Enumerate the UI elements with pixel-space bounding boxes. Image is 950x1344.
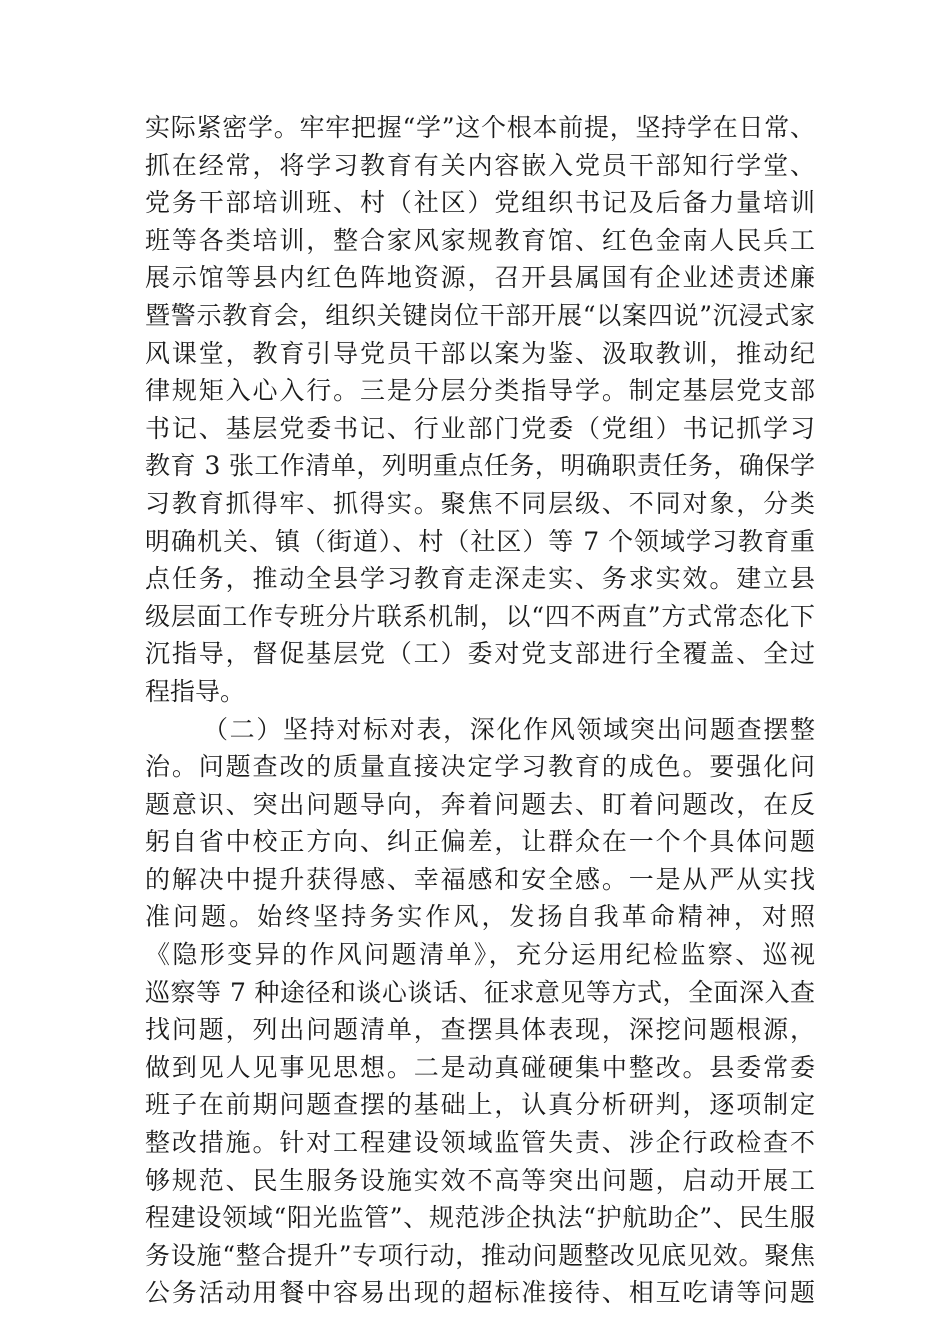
text-line: 展示馆等县内红色阵地资源，召开县属国有企业述责述廉 (145, 263, 815, 293)
text-line: 风课堂，教育引导党员干部以案为鉴、汲取教训，推动纪 (145, 338, 815, 368)
text-line: 做到见人见事见思想。二是动真碰硬集中整改。县委常委 (145, 1052, 815, 1082)
text-line: 律规矩入心入行。三是分层分类指导学。制定基层党支部 (145, 376, 815, 406)
text-line: 暨警示教育会，组织关键岗位干部开展“以案四说”沉浸式家 (145, 300, 815, 330)
text-line: 的解决中提升获得感、幸福感和安全感。一是从严从实找 (145, 864, 815, 894)
text-line: 题意识、突出问题导向，奔着问题去、盯着问题改，在反 (145, 789, 815, 819)
text-line: 实际紧密学。牢牢把握“学”这个根本前提，坚持学在日常、 (145, 113, 815, 142)
text-line: 够规范、民生服务设施实效不高等突出问题，启动开展工 (145, 1165, 815, 1195)
text-line: 点任务，推动全县学习教育走深走实、务求实效。建立县 (145, 564, 815, 594)
text-line: 班等各类培训，整合家风家规教育馆、红色金南人民兵工 (145, 225, 815, 255)
text-line: 沉指导，督促基层党（工）委对党支部进行全覆盖、全过 (145, 639, 815, 669)
text-line: 级层面工作专班分片联系机制，以“四不两直”方式常态化下 (145, 601, 815, 631)
text-line: 躬自省中校正方向、纠正偏差，让群众在一个个具体问题 (145, 827, 815, 857)
text-line: 班子在前期问题查摆的基础上，认真分析研判，逐项制定 (145, 1090, 815, 1120)
text-line: 公务活动用餐中容易出现的超标准接待、相互吃请等问题 (145, 1278, 815, 1308)
text-line: 抓在经常，将学习教育有关内容嵌入党员干部知行学堂、 (145, 150, 815, 180)
text-line: 明确机关、镇（街道）、村（社区）等 7 个领域学习教育重 (145, 526, 815, 556)
text-line: 找问题，列出问题清单，查摆具体表现，深挖问题根源， (145, 1015, 815, 1045)
text-line: 书记、基层党委书记、行业部门党委（党组）书记抓学习 (145, 413, 815, 443)
text-line: 教育 3 张工作清单，列明重点任务，明确职责任务，确保学 (145, 451, 815, 481)
text-line: 《隐形变异的作风问题清单》，充分运用纪检监察、巡视 (145, 940, 815, 970)
text-line: 务设施“整合提升”专项行动，推动问题整改见底见效。聚焦 (145, 1240, 815, 1270)
paragraph-end-line: 程指导。 (145, 676, 246, 706)
text-line: 治。问题查改的质量直接决定学习教育的成色。要强化问 (145, 752, 815, 782)
text-line: 党务干部培训班、村（社区）党组织书记及后备力量培训 (145, 188, 815, 218)
text-line: 巡察等 7 种途径和谈心谈话、征求意见等方式，全面深入查 (145, 977, 815, 1007)
text-line: 准问题。始终坚持务实作风，发扬自我革命精神，对照 (145, 902, 815, 932)
text-line: 整改措施。针对工程建设领域监管失责、涉企行政检查不 (145, 1128, 815, 1158)
text-line: 程建设领域“阳光监管”、规范涉企执法“护航助企”、民生服 (145, 1203, 815, 1233)
section-heading-line: （二）坚持对标对表，深化作风领域突出问题查摆整 (203, 714, 815, 744)
text-line: 习教育抓得牢、抓得实。聚焦不同层级、不同对象，分类 (145, 488, 815, 518)
body-text (145, 109, 815, 1312)
